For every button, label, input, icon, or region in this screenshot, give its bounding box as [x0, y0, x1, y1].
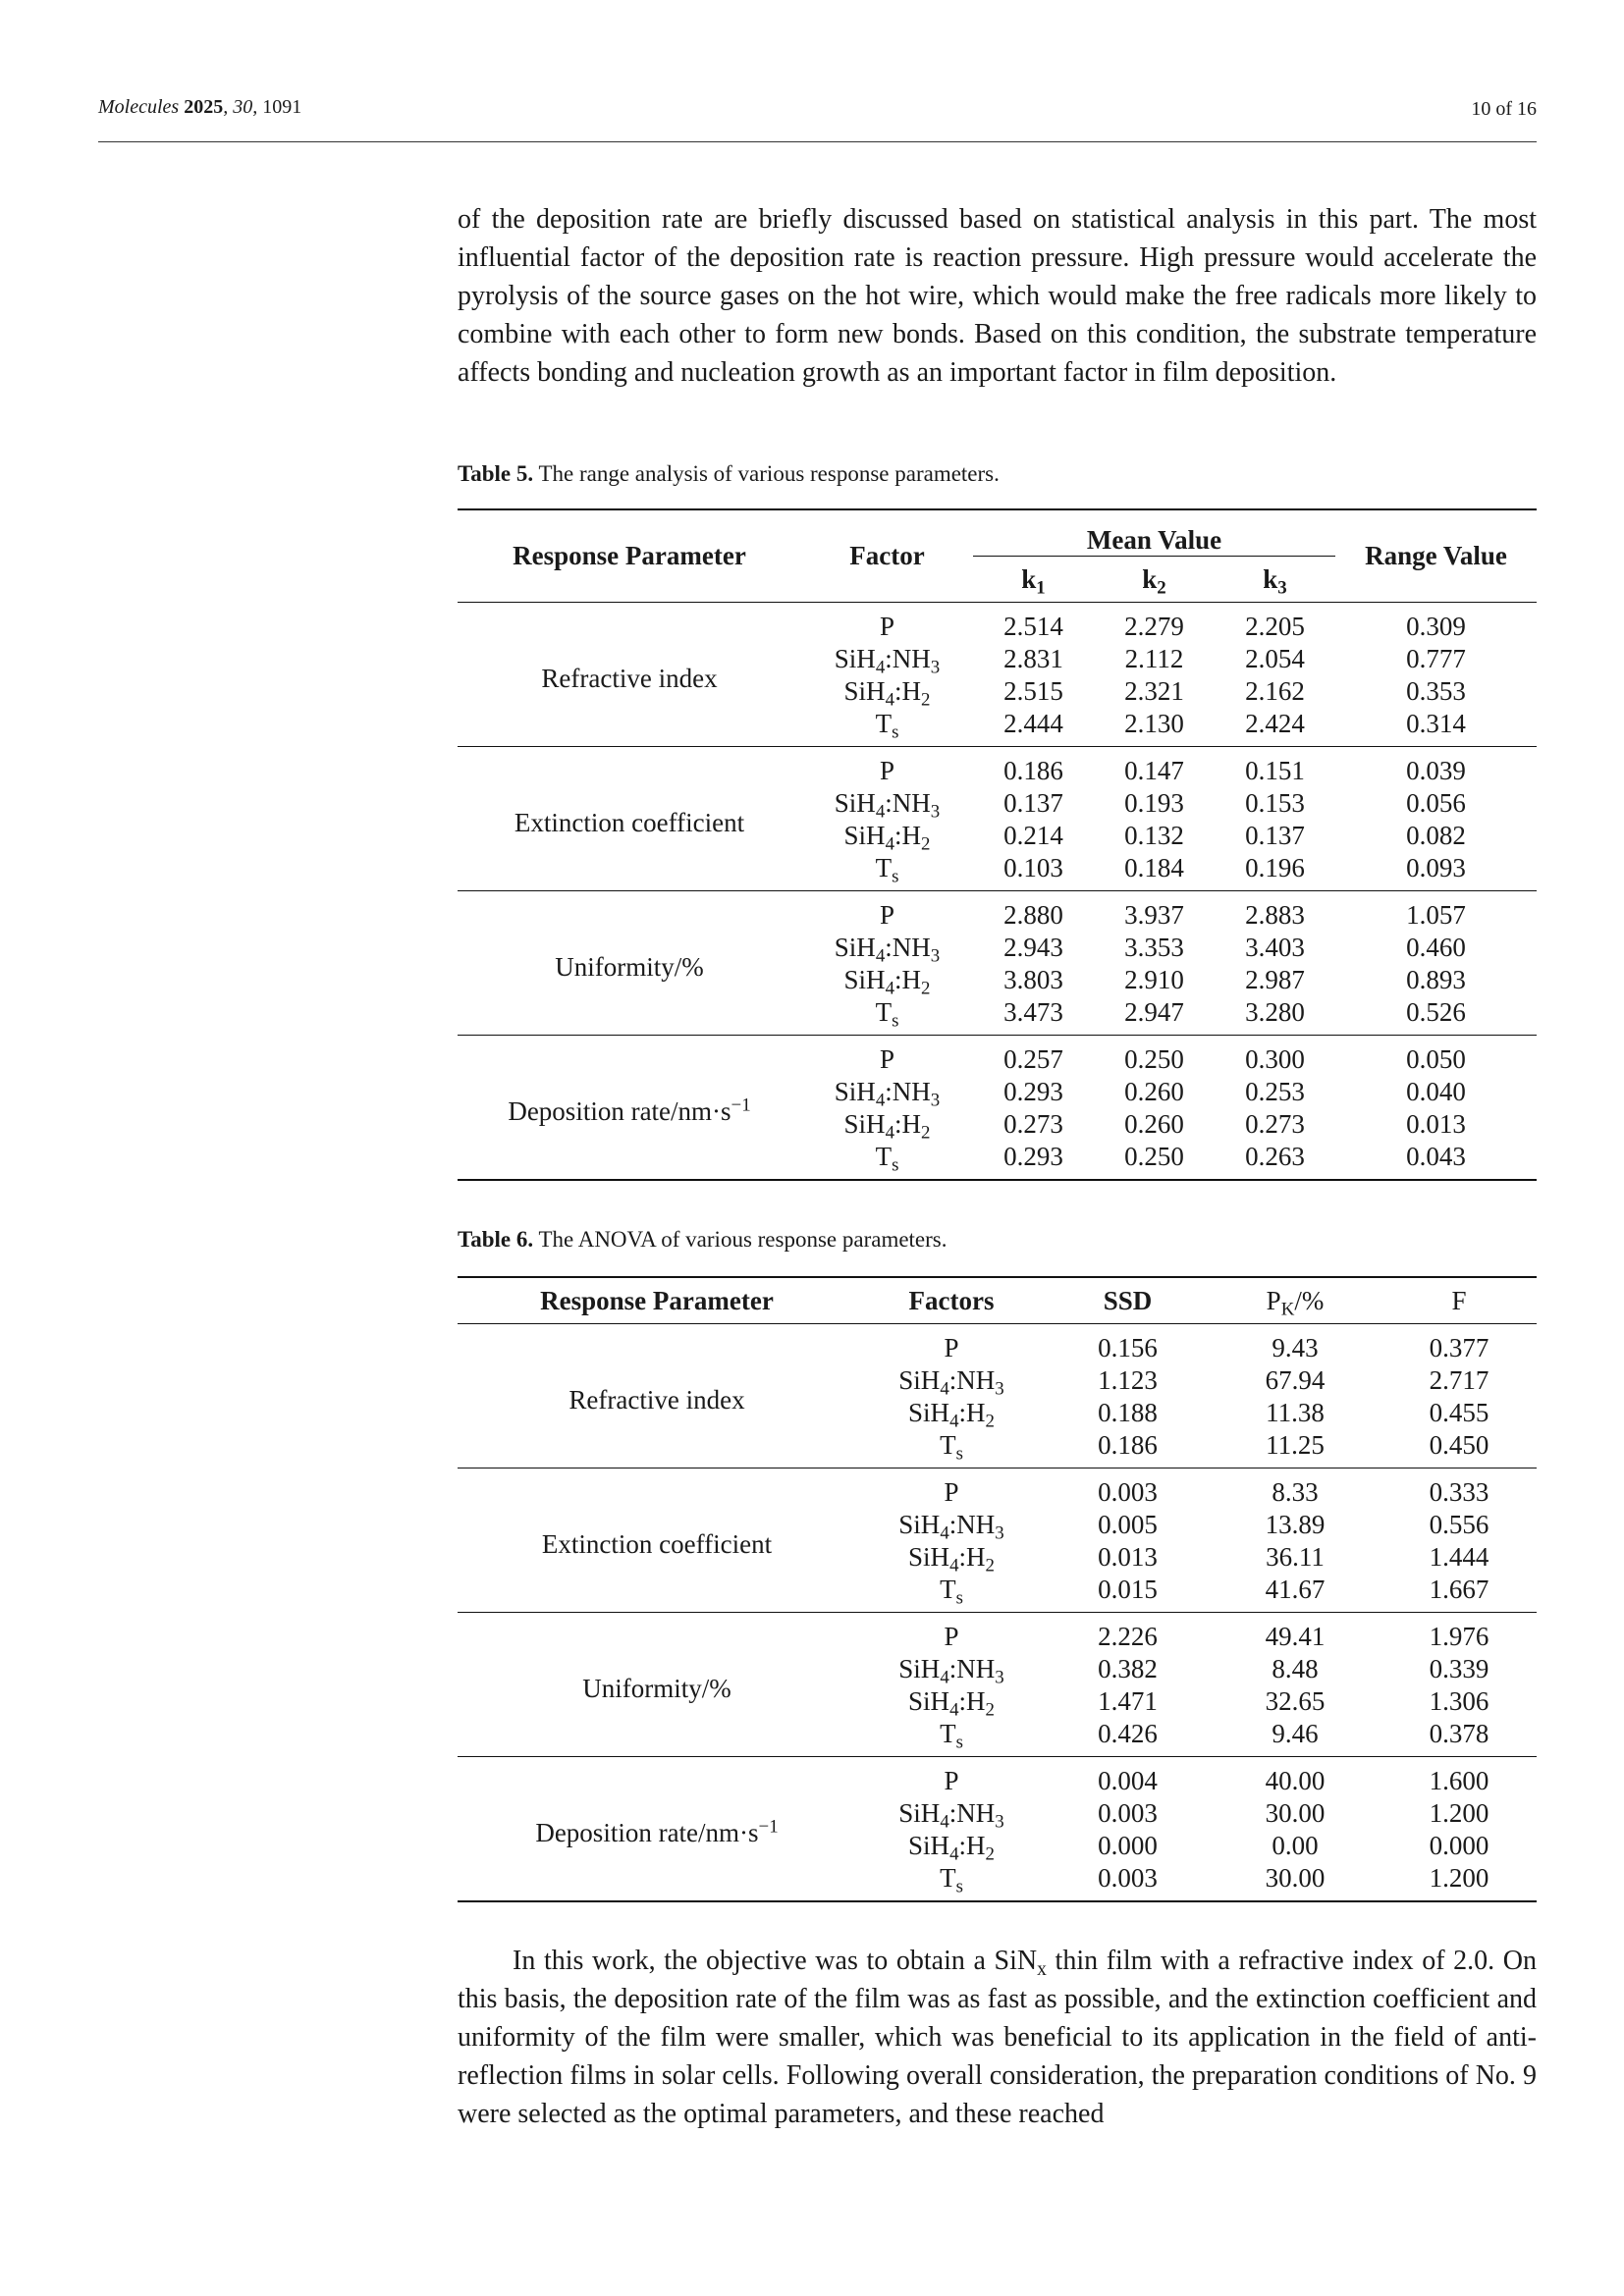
value-cell: 0.015	[1047, 1574, 1209, 1613]
table6-caption: Table 6. The ANOVA of various response parameters.	[458, 1227, 947, 1252]
table6	[458, 1276, 1537, 1902]
value-cell: 0.056	[1406, 788, 1466, 818]
value-cell: 0.455	[1429, 1398, 1489, 1427]
value-cell: 0.196	[1215, 852, 1335, 891]
value-cell: 2.279	[1124, 612, 1184, 641]
page-number: 10 of 16	[1471, 98, 1537, 120]
value-cell: 0.339	[1429, 1654, 1489, 1683]
factor-cell: $SiH_4:NH_3$	[898, 1510, 1004, 1544]
value-cell: 1.123	[1098, 1365, 1158, 1395]
value-cell: 36.11	[1266, 1542, 1325, 1572]
value-cell: 0.082	[1406, 821, 1466, 850]
value-cell: 2.226	[1098, 1622, 1158, 1651]
response-parameter: Uniformity/%	[458, 891, 801, 1036]
value-cell: 40.00	[1265, 1766, 1326, 1795]
factor-cell: $SiH_4:H_2$	[843, 676, 931, 711]
factor-cell: $SiH_4:NH_3$	[834, 1077, 941, 1111]
value-cell: 0.260	[1124, 1109, 1184, 1139]
value-cell: 1.444	[1429, 1542, 1489, 1572]
value-cell: 2.424	[1215, 708, 1335, 747]
value-cell: 3.353	[1124, 933, 1184, 962]
page-header	[98, 96, 1537, 142]
value-cell: 2.880	[1003, 900, 1063, 930]
value-cell: 2.717	[1429, 1365, 1489, 1395]
table5	[458, 508, 1537, 1181]
factor-cell: $T_s$	[856, 1574, 1047, 1613]
value-cell: 3.473	[973, 996, 1094, 1036]
value-cell: 8.33	[1272, 1477, 1319, 1507]
t6-header-ssd: SSD	[1103, 1285, 1153, 1315]
value-cell: 0.450	[1381, 1429, 1537, 1468]
factor-cell: P	[879, 756, 895, 785]
value-cell: 0.186	[1047, 1429, 1209, 1468]
factor-cell: $SiH_4:H_2$	[908, 1398, 995, 1432]
value-cell: 1.057	[1406, 900, 1466, 930]
factor-cell: $SiH_4:NH_3$	[834, 933, 941, 967]
value-cell: 2.321	[1124, 676, 1184, 706]
value-cell: 1.200	[1429, 1798, 1489, 1828]
value-cell: 67.94	[1265, 1365, 1326, 1395]
value-cell: 0.050	[1406, 1044, 1466, 1074]
value-cell: 0.460	[1406, 933, 1466, 962]
value-cell: 1.306	[1429, 1686, 1489, 1716]
t5-header-k2: $k_2$	[1142, 563, 1166, 599]
value-cell: 0.333	[1429, 1477, 1489, 1507]
value-cell: 0.250	[1124, 1142, 1184, 1171]
value-cell: 0.004	[1098, 1766, 1158, 1795]
value-cell: 41.67	[1209, 1574, 1381, 1613]
factor-cell: $SiH_4:H_2$	[908, 1831, 995, 1865]
factor-cell: P	[944, 1333, 959, 1362]
value-cell: 2.444	[973, 708, 1094, 747]
value-cell: 0.093	[1335, 852, 1537, 891]
value-cell: 0.184	[1094, 852, 1215, 891]
factor-cell: $SiH_4:H_2$	[843, 965, 931, 999]
t6-header-pk: $P_K/\%$	[1266, 1285, 1325, 1320]
value-cell: 0.314	[1335, 708, 1537, 747]
value-cell: 0.132	[1124, 821, 1184, 850]
value-cell: 0.382	[1098, 1654, 1158, 1683]
t5-header-k3: $k_3$	[1263, 563, 1287, 599]
factor-cell: $SiH_4:H_2$	[908, 1542, 995, 1576]
table-row	[458, 1468, 1537, 1510]
factor-cell: P	[944, 1766, 959, 1795]
factor-cell: $T_s$	[801, 852, 973, 891]
value-cell: 0.013	[1406, 1109, 1466, 1139]
value-cell: 0.188	[1098, 1398, 1158, 1427]
value-cell: 0.353	[1406, 676, 1466, 706]
t5-header-mean: Mean Value	[973, 509, 1335, 557]
table-row	[458, 1324, 1537, 1364]
value-cell: 0.309	[1406, 612, 1466, 641]
factor-cell: $SiH_4:NH_3$	[898, 1798, 1004, 1833]
value-cell: 9.43	[1272, 1333, 1319, 1362]
value-cell: 2.205	[1245, 612, 1305, 641]
value-cell: 0.263	[1245, 1142, 1305, 1171]
factor-cell: $T_s$	[856, 1718, 1047, 1757]
value-cell: 3.280	[1215, 996, 1335, 1036]
value-cell: 0.378	[1381, 1718, 1537, 1757]
value-cell: 0.257	[1003, 1044, 1063, 1074]
response-parameter: Uniformity/%	[458, 1613, 856, 1757]
table5-caption: Table 5. The range analysis of various response parameters.	[458, 461, 1000, 486]
value-cell: 2.514	[1003, 612, 1063, 641]
value-cell: 9.46	[1209, 1718, 1381, 1757]
value-cell: 0.153	[1245, 788, 1305, 818]
value-cell: 0.137	[1245, 821, 1305, 850]
value-cell: 0.556	[1429, 1510, 1489, 1539]
value-cell: 3.937	[1124, 900, 1184, 930]
t5-header-response: Response Parameter	[513, 541, 746, 570]
conclusion-paragraph: In this work, the objective was to obtain a SiN$_x$ thin film with a refractive index of 2.0. On this basis, the deposition rate of the film was as fast as possible, and the extinction coefficient and uniformity of the film were smaller, which was beneficial to its application in the field of anti-reflection films in solar cells. Following overall consideration, the preparation conditions of No. 9 were selected as the optimal parameters, and these reached	[458, 1946, 1538, 2129]
value-cell: 0.00	[1272, 1831, 1319, 1860]
value-cell: 0.137	[1003, 788, 1063, 818]
value-cell: 0.103	[973, 852, 1094, 891]
factor-cell: P	[879, 1044, 895, 1074]
factor-cell: $SiH_4:H_2$	[908, 1686, 995, 1721]
value-cell: 0.000	[1429, 1831, 1489, 1860]
t5-header-k1: $k_1$	[1021, 563, 1046, 599]
value-cell: 1.667	[1381, 1574, 1537, 1613]
value-cell: 2.910	[1124, 965, 1184, 994]
value-cell: 49.41	[1265, 1622, 1326, 1651]
factor-cell: P	[879, 900, 895, 930]
factor-cell: $T_s$	[875, 1142, 899, 1176]
response-parameter: Deposition rate/$nm\cdot s^{-1}$	[535, 1816, 779, 1847]
t5-header-range: Range Value	[1365, 541, 1507, 570]
value-cell: 2.943	[1003, 933, 1063, 962]
factor-cell: $SiH_4:NH_3$	[834, 644, 941, 678]
value-cell: 0.293	[1003, 1142, 1063, 1171]
response-parameter: Refractive index	[458, 1324, 856, 1468]
value-cell: 0.377	[1429, 1333, 1489, 1362]
factor-cell: $SiH_4:NH_3$	[898, 1365, 1004, 1400]
value-cell: 0.293	[1003, 1077, 1063, 1106]
value-cell: 2.162	[1245, 676, 1305, 706]
value-cell: 2.947	[1094, 996, 1215, 1036]
value-cell: 0.043	[1406, 1142, 1466, 1171]
value-cell: 30.00	[1265, 1798, 1326, 1828]
value-cell: 0.273	[1245, 1109, 1305, 1139]
response-parameter: Refractive index	[458, 603, 801, 747]
factor-cell: $SiH_4:NH_3$	[898, 1654, 1004, 1688]
value-cell: 2.883	[1245, 900, 1305, 930]
value-cell: 2.515	[1003, 676, 1063, 706]
value-cell: 0.003	[1098, 1477, 1158, 1507]
journal-citation: Molecules 2025, 30, 1091	[98, 96, 302, 118]
value-cell: 3.403	[1245, 933, 1305, 962]
value-cell: 11.38	[1266, 1398, 1325, 1427]
response-parameter: Extinction coefficient	[458, 747, 801, 891]
factor-cell: P	[944, 1477, 959, 1507]
value-cell: 0.260	[1124, 1077, 1184, 1106]
value-cell: 0.300	[1245, 1044, 1305, 1074]
factor-cell: $SiH_4:NH_3$	[834, 788, 941, 823]
value-cell: 0.526	[1335, 996, 1537, 1036]
t6-header-factors: Factors	[908, 1285, 995, 1315]
factor-cell: $SiH_4:H_2$	[843, 1109, 931, 1144]
value-cell: 2.130	[1094, 708, 1215, 747]
value-cell: 0.777	[1406, 644, 1466, 673]
value-cell: 0.003	[1098, 1863, 1158, 1893]
conclusion-paragraph-block	[458, 1942, 1537, 2133]
value-cell: 0.003	[1098, 1798, 1158, 1828]
value-cell: 0.156	[1098, 1333, 1158, 1362]
value-cell: 2.831	[1003, 644, 1063, 673]
value-cell: 0.893	[1406, 965, 1466, 994]
value-cell: 2.054	[1245, 644, 1305, 673]
t6-header-response: Response Parameter	[540, 1285, 774, 1315]
factor-cell: $T_s$	[801, 708, 973, 747]
value-cell: 0.186	[1003, 756, 1063, 785]
value-cell: 0.214	[1003, 821, 1063, 850]
factor-cell: $T_s$	[856, 1429, 1047, 1468]
value-cell: 1.600	[1429, 1766, 1489, 1795]
value-cell: 0.040	[1406, 1077, 1466, 1106]
factor-cell: $T_s$	[801, 996, 973, 1036]
value-cell: 0.039	[1406, 756, 1466, 785]
value-cell: 0.253	[1245, 1077, 1305, 1106]
value-cell: 1.200	[1429, 1863, 1489, 1893]
table-row	[458, 891, 1537, 933]
value-cell: 0.193	[1124, 788, 1184, 818]
table-row	[458, 1757, 1537, 1798]
body-column	[458, 200, 1537, 392]
table-row	[458, 747, 1537, 788]
value-cell: 2.112	[1124, 644, 1184, 673]
value-cell: 2.987	[1245, 965, 1305, 994]
value-cell: 0.147	[1124, 756, 1184, 785]
table-row	[458, 1036, 1537, 1077]
value-cell: 1.471	[1098, 1686, 1158, 1716]
value-cell: 0.000	[1098, 1831, 1158, 1860]
value-cell: 32.65	[1265, 1686, 1326, 1716]
value-cell: 0.250	[1124, 1044, 1184, 1074]
factor-cell: $SiH_4:H_2$	[843, 821, 931, 855]
value-cell: 0.273	[1003, 1109, 1063, 1139]
t6-header-f: F	[1451, 1285, 1467, 1315]
t5-header-factor: Factor	[849, 541, 925, 570]
value-cell: 1.976	[1429, 1622, 1489, 1651]
factor-cell: P	[879, 612, 895, 641]
value-cell: 11.25	[1209, 1429, 1381, 1468]
value-cell: 0.005	[1098, 1510, 1158, 1539]
value-cell: 0.013	[1098, 1542, 1158, 1572]
factor-cell: $T_s$	[940, 1863, 963, 1897]
value-cell: 30.00	[1265, 1863, 1326, 1893]
value-cell: 3.803	[1003, 965, 1063, 994]
table-row	[458, 1613, 1537, 1654]
value-cell: 8.48	[1272, 1654, 1319, 1683]
intro-paragraph: of the deposition rate are briefly discussed based on statistical analysis in this part. The most influential factor of the deposition rate is reaction pressure. High pressure would accelerate the pyrolysis of the source gases on the hot wire, which would make the free radicals more likely to combine with each other to form new bonds. Based on this condition, the substrate temperature affects bonding and nucleation growth as an important factor in film deposition.	[458, 204, 1537, 388]
response-parameter: Deposition rate/$nm\cdot s^{-1}$	[508, 1095, 751, 1126]
factor-cell: P	[944, 1622, 959, 1651]
value-cell: 13.89	[1265, 1510, 1326, 1539]
table-row	[458, 603, 1537, 643]
response-parameter: Extinction coefficient	[458, 1468, 856, 1613]
value-cell: 0.426	[1047, 1718, 1209, 1757]
value-cell: 0.151	[1245, 756, 1305, 785]
